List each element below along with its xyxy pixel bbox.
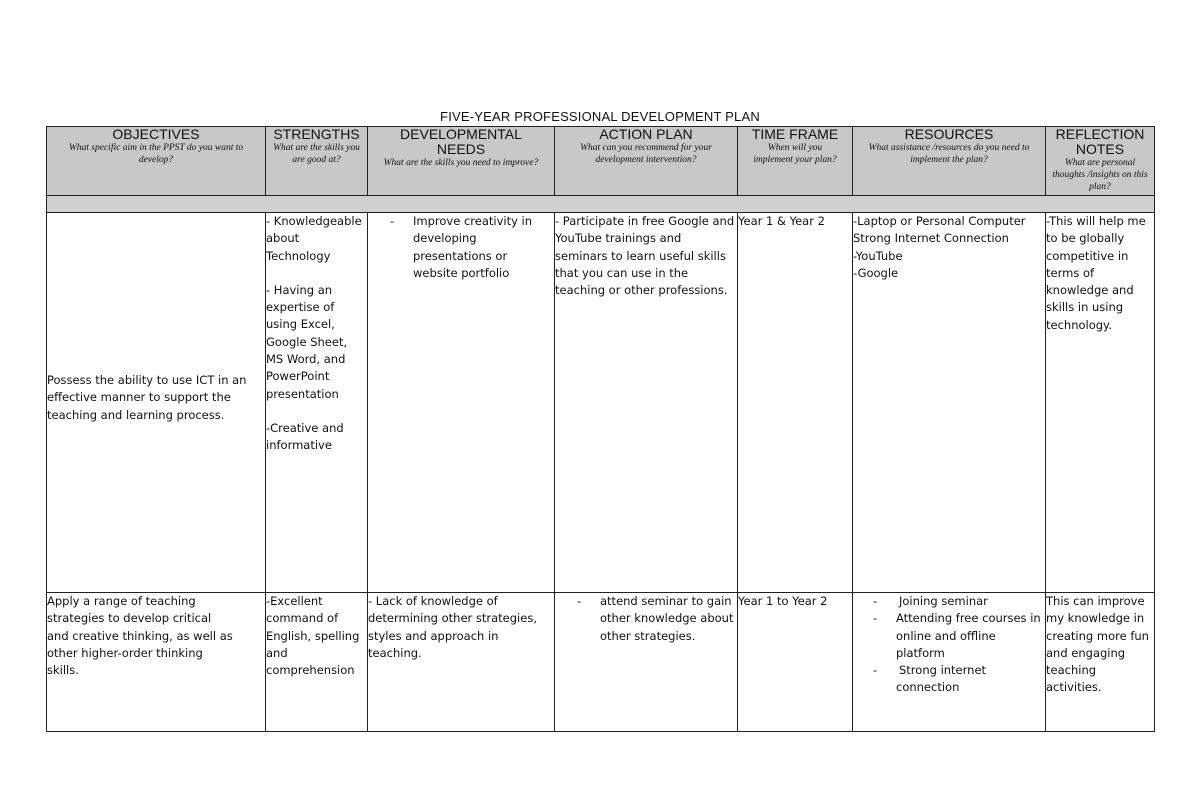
objective-cell: Apply a range of teaching strategies to develop critical and creative thinking, as well as other higher-order thinking skills.: [47, 593, 266, 732]
developmental-needs-cell: [368, 213, 555, 593]
reflection-notes-cell: This can improve my knowledge in creating more fun and engaging teaching activities.: [1046, 593, 1155, 732]
action-plan-cell: - Participate in free Google and YouTube trainings and seminars to learn useful skills that you can use in the teaching or other professions.: [555, 213, 738, 593]
resources-cell: -Laptop or Personal Computer Strong Internet Connection -YouTube -Google: [853, 213, 1046, 593]
column-header-strengths: STRENGTHS What are the skills you are good at?: [266, 127, 368, 196]
column-header-objectives: OBJECTIVES What specific aim in the PPST do you want to develop?: [47, 127, 266, 196]
strengths-cell: - Knowledgeable about Technology - Having an expertise of using Excel, Google Sheet, MS Word, and PowerPoint presentation -Creative and informative: [266, 213, 368, 593]
reflection-notes-cell: -This will help me to be globally competitive in terms of knowledge and skills in using technology.: [1046, 213, 1155, 593]
time-frame-cell: Year 1 & Year 2: [738, 213, 853, 593]
list-item: - Joining seminar: [873, 594, 988, 608]
column-header-action-plan: ACTION PLAN What can you recommend for your development intervention?: [555, 127, 738, 196]
list-item: - Attending free courses in online and offline platform: [873, 611, 1041, 660]
list-item: - attend seminar to gain other knowledge about other strategies.: [577, 594, 734, 643]
table-row: [47, 213, 1155, 593]
action-plan-cell: [555, 593, 738, 732]
page-title: FIVE-YEAR PROFESSIONAL DEVELOPMENT PLAN: [440, 109, 760, 124]
column-header-time-frame: TIME FRAME When will you implement your plan?: [738, 127, 853, 196]
column-header-reflection-notes: REFLECTION NOTES What are personal thoughts /insights on this plan?: [1046, 127, 1155, 196]
objective-cell: Possess the ability to use ICT in an effective manner to support the teaching and learning process.: [47, 213, 266, 593]
developmental-needs-cell: - Lack of knowledge of determining other strategies, styles and approach in teaching.: [368, 593, 555, 732]
column-header-developmental-needs: DEVELOPMENTAL NEEDS What are the skills you need to improve?: [368, 127, 555, 196]
separator-row: [47, 196, 1155, 213]
development-plan-table: [46, 126, 1155, 732]
table-row: [47, 593, 1155, 732]
time-frame-cell: Year 1 to Year 2: [738, 593, 853, 732]
column-header-resources: RESOURCES What assistance /resources do you need to implement the plan?: [853, 127, 1046, 196]
strengths-cell: -Excellent command of English, spelling and comprehension: [266, 593, 368, 732]
list-item: - Strong internet connection: [873, 663, 987, 695]
header-row: [47, 127, 1155, 196]
list-item: - Improve creativity in developing presentations or website portfolio: [390, 214, 533, 280]
resources-cell: [853, 593, 1046, 732]
